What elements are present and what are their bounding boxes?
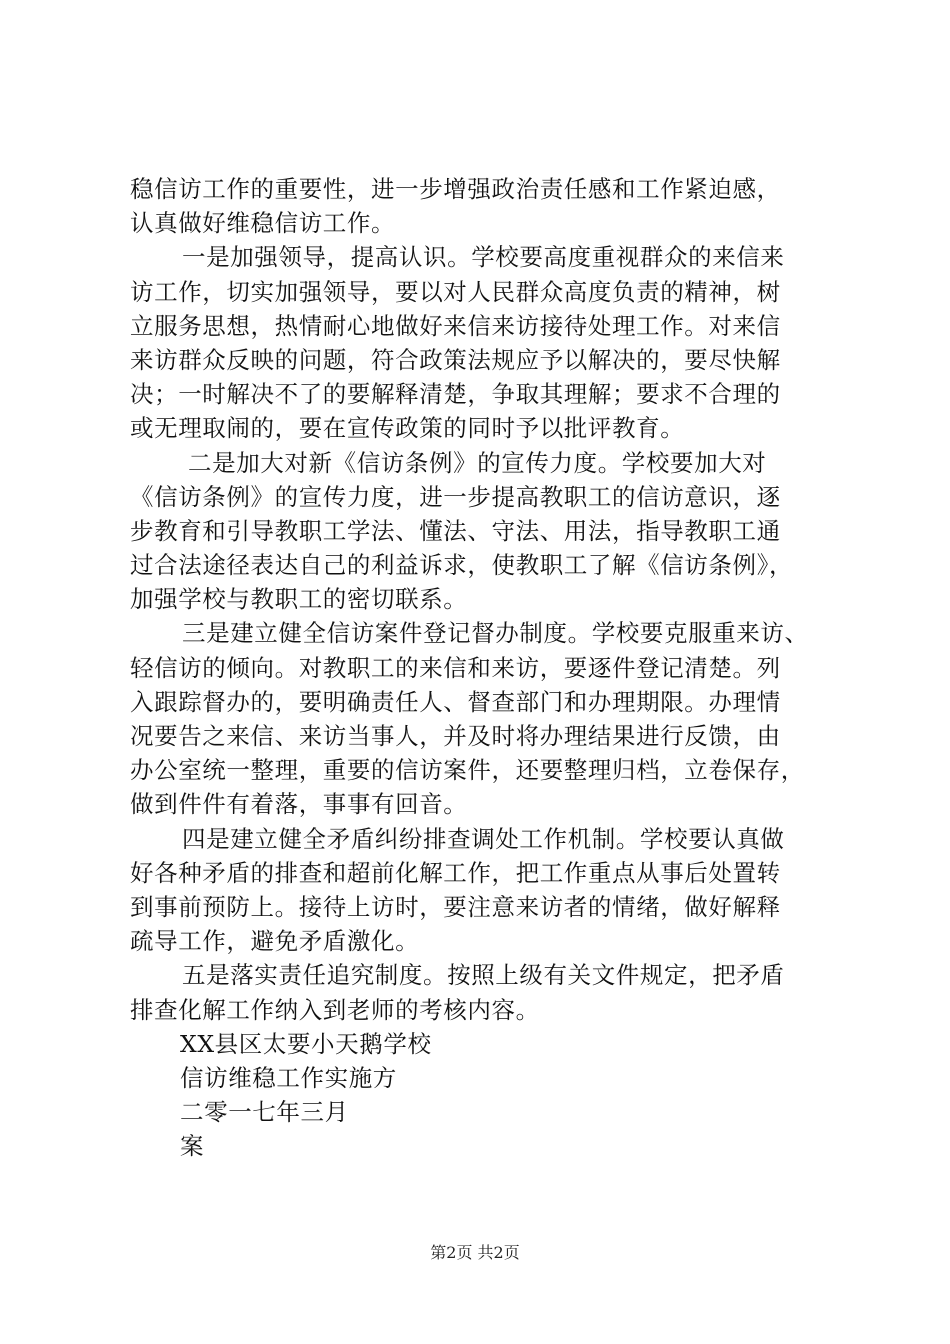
paragraph-line: 《信访条例》的宣传力度，进一步提高教职工的信访意识，逐 (130, 482, 781, 511)
paragraph-line: 一是加强领导，提高认识。学校要高度重视群众的来信来 (182, 243, 785, 272)
paragraph-line: 四是建立健全矛盾纠纷排查调处工作机制。学校要认真做 (182, 824, 785, 853)
paragraph-line: 排查化解工作纳入到老师的考核内容。 (130, 995, 540, 1024)
signature-line: 信访维稳工作实施方 (180, 1063, 397, 1092)
signature-line: 二零一七年三月 (180, 1098, 349, 1127)
paragraph-line: 办公室统一整理，重要的信访案件，还要整理归档，立卷保存， (130, 756, 805, 785)
paragraph-line: 认真做好维稳信访工作。 (130, 209, 396, 238)
paragraph-line: 五是落实责任追究制度。按照上级有关文件规定，把矛盾 (182, 961, 785, 990)
paragraph-line: 过合法途径表达自己的利益诉求，使教职工了解《信访条例》， (130, 551, 794, 580)
signature-line: 案 (180, 1132, 205, 1161)
paragraph-line: 稳信访工作的重要性，进一步增强政治责任感和工作紧迫感， (130, 175, 781, 203)
paragraph-line: 步教育和引导教职工学法、懂法、守法、用法，指导教职工通 (130, 516, 781, 545)
paragraph-line: 做到件件有着落，事事有回音。 (130, 790, 468, 819)
paragraph-line: 三是建立健全信访案件登记督办制度。学校要克服重来访、 (182, 619, 809, 648)
paragraph-line: 疏导工作，避免矛盾激化。 (130, 927, 420, 956)
paragraph-line: 加强学校与教职工的密切联系。 (130, 585, 468, 614)
paragraph-line: 二是加大对新《信访条例》的宣传力度。学校要加大对 (188, 448, 767, 477)
paragraph-line: 轻信访的倾向。对教职工的来信和来访，要逐件登记清楚。列 (130, 653, 781, 682)
paragraph-line: 或无理取闹的，要在宣传政策的同时予以批评教育。 (130, 414, 685, 443)
paragraph-line: 到事前预防上。接待上访时，要注意来访者的情绪，做好解释 (130, 892, 781, 921)
paragraph-line: 入跟踪督办的，要明确责任人、督查部门和办理期限。办理情 (130, 687, 781, 716)
paragraph-line: 决；一时解决不了的要解释清楚，争取其理解；要求不合理的 (130, 380, 781, 409)
paragraph-line: 好各种矛盾的排查和超前化解工作，把工作重点从事后处置转 (130, 858, 781, 887)
paragraph-line: 访工作，切实加强领导，要以对人民群众高度负责的精神，树 (130, 277, 781, 306)
signature-line: XX县区太要小天鹅学校 (180, 1029, 432, 1058)
paragraph-line: 来访群众反映的问题，符合政策法规应予以解决的，要尽快解 (130, 345, 781, 374)
paragraph-line: 立服务思想，热情耐心地做好来信来访接待处理工作。对来信 (130, 311, 781, 340)
document-body (130, 172, 830, 1163)
page-footer: 第2页 共2页 (430, 1243, 520, 1262)
paragraph-line: 况要告之来信、来访当事人，并及时将办理结果进行反馈，由 (130, 722, 781, 750)
